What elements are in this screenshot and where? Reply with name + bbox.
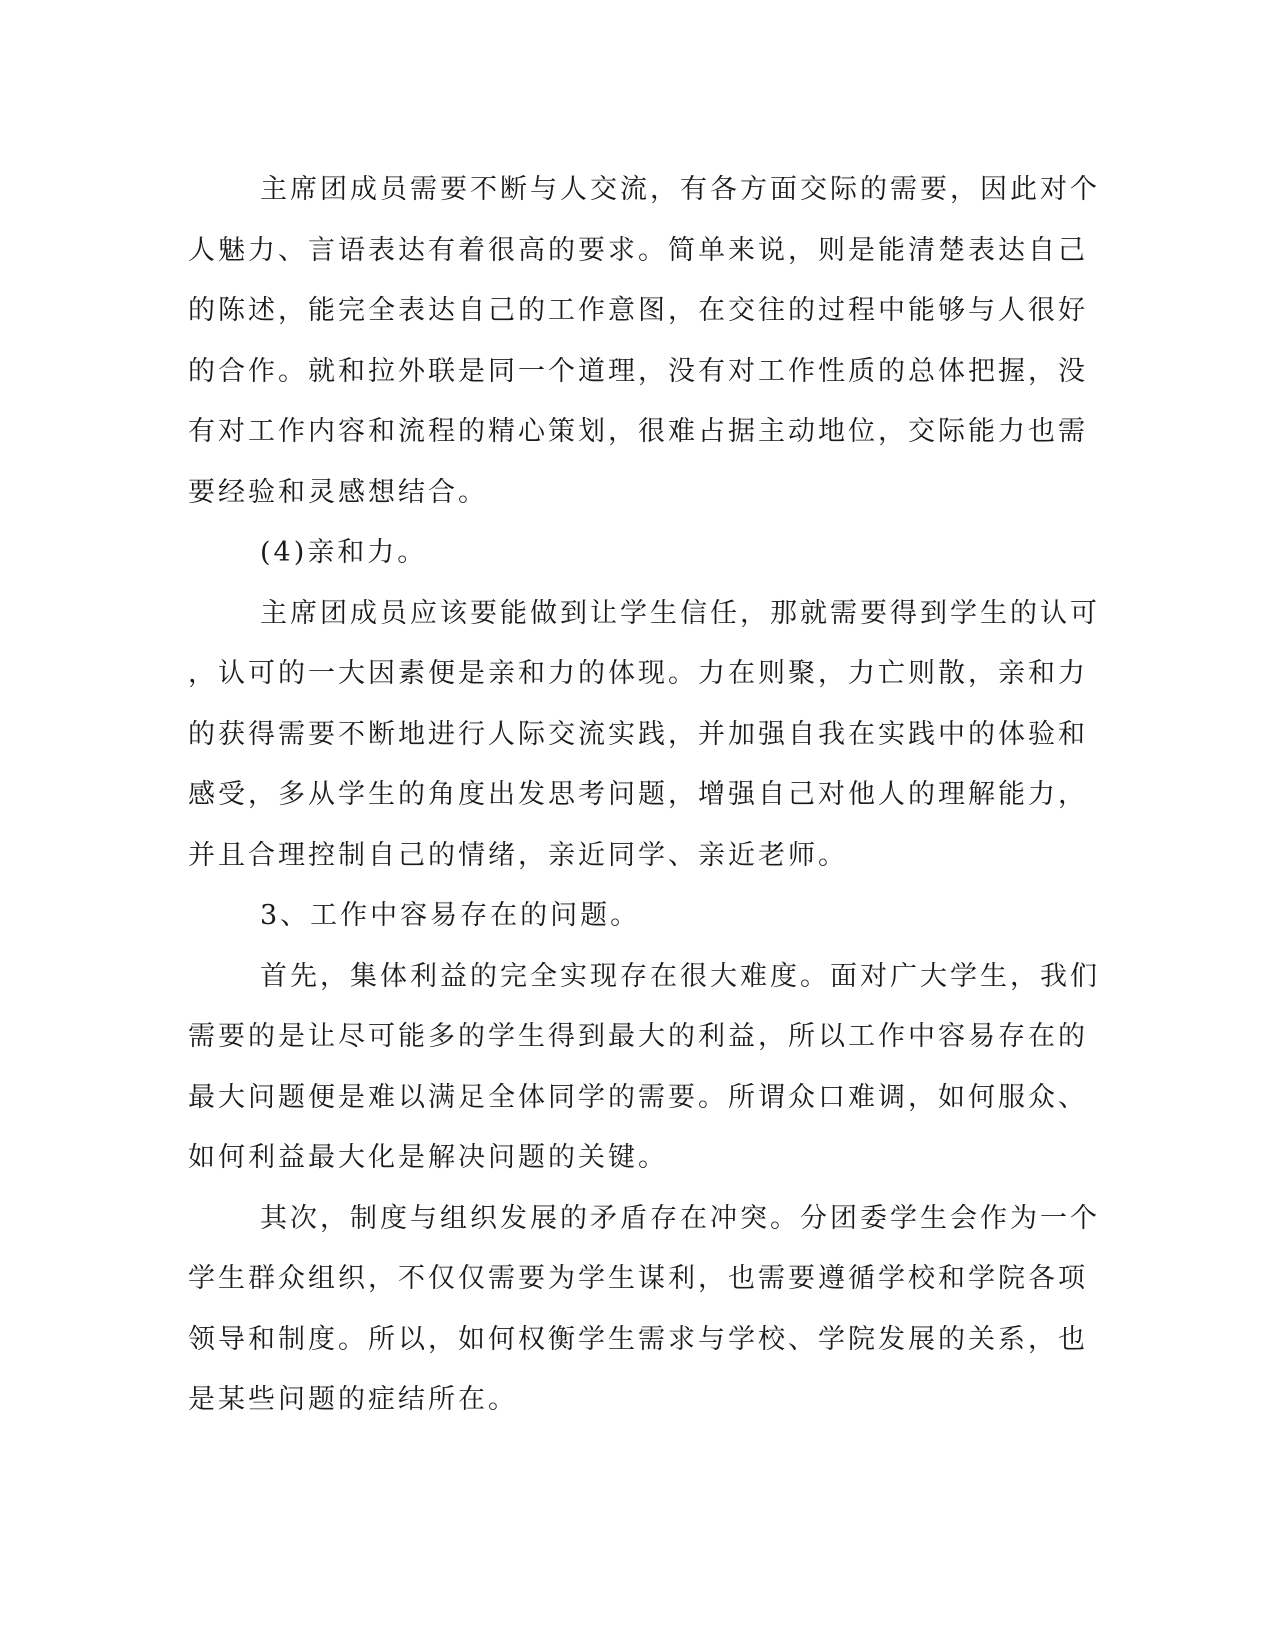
text-line: 要经验和灵感想结合。 bbox=[188, 476, 488, 508]
text-line: 领导和制度。所以，如何权衡学生需求与学校、学院发展的关系，也 bbox=[188, 1323, 1088, 1355]
text-line: 如何利益最大化是解决问题的关键。 bbox=[188, 1142, 668, 1173]
text-line: 人魅力、言语表达有着很高的要求。简单来说，则是能清楚表达自己 bbox=[188, 234, 1088, 266]
body-text bbox=[188, 160, 1100, 1431]
text-line: 感受，多从学生的角度出发思考问题，增强自己对他人的理解能力， bbox=[188, 779, 1088, 810]
text-line: 的合作。就和拉外联是同一个道理，没有对工作性质的总体把握，没 bbox=[188, 355, 1088, 387]
text-line: 的获得需要不断地进行人际交流实践，并加强自我在实践中的体验和 bbox=[188, 718, 1088, 750]
text-line: 需要的是让尽可能多的学生得到最大的利益，所以工作中容易存在的 bbox=[188, 1021, 1088, 1052]
text-line: 并且合理控制自己的情绪，亲近同学、亲近老师。 bbox=[188, 839, 848, 871]
section-heading: (4)亲和力。 bbox=[260, 537, 428, 568]
text-line: 学生群众组织，不仅仅需要为学生谋利，也需要遵循学校和学院各项 bbox=[188, 1263, 1088, 1294]
text-line: 的陈述，能完全表达自己的工作意图，在交往的过程中能够与人很好 bbox=[188, 295, 1088, 326]
text-line: 主席团成员应该要能做到让学生信任，那就需要得到学生的认可 bbox=[260, 597, 1100, 629]
text-line: 是某些问题的症结所在。 bbox=[188, 1384, 518, 1415]
text-line: ，认可的一大因素便是亲和力的体现。力在则聚，力亡则散，亲和力 bbox=[188, 658, 1088, 689]
text-line: 最大问题便是难以满足全体同学的需要。所谓众口难调，如何服众、 bbox=[188, 1081, 1088, 1113]
text-line: 其次，制度与组织发展的矛盾存在冲突。分团委学生会作为一个 bbox=[260, 1202, 1100, 1234]
text-line: 有对工作内容和流程的精心策划，很难占据主动地位，交际能力也需 bbox=[188, 416, 1088, 447]
text-line: 主席团成员需要不断与人交流，有各方面交际的需要，因此对个 bbox=[260, 174, 1100, 205]
text-line: 首先，集体利益的完全实现存在很大难度。面对广大学生，我们 bbox=[260, 960, 1100, 992]
section-heading: 3、工作中容易存在的问题。 bbox=[260, 900, 641, 931]
